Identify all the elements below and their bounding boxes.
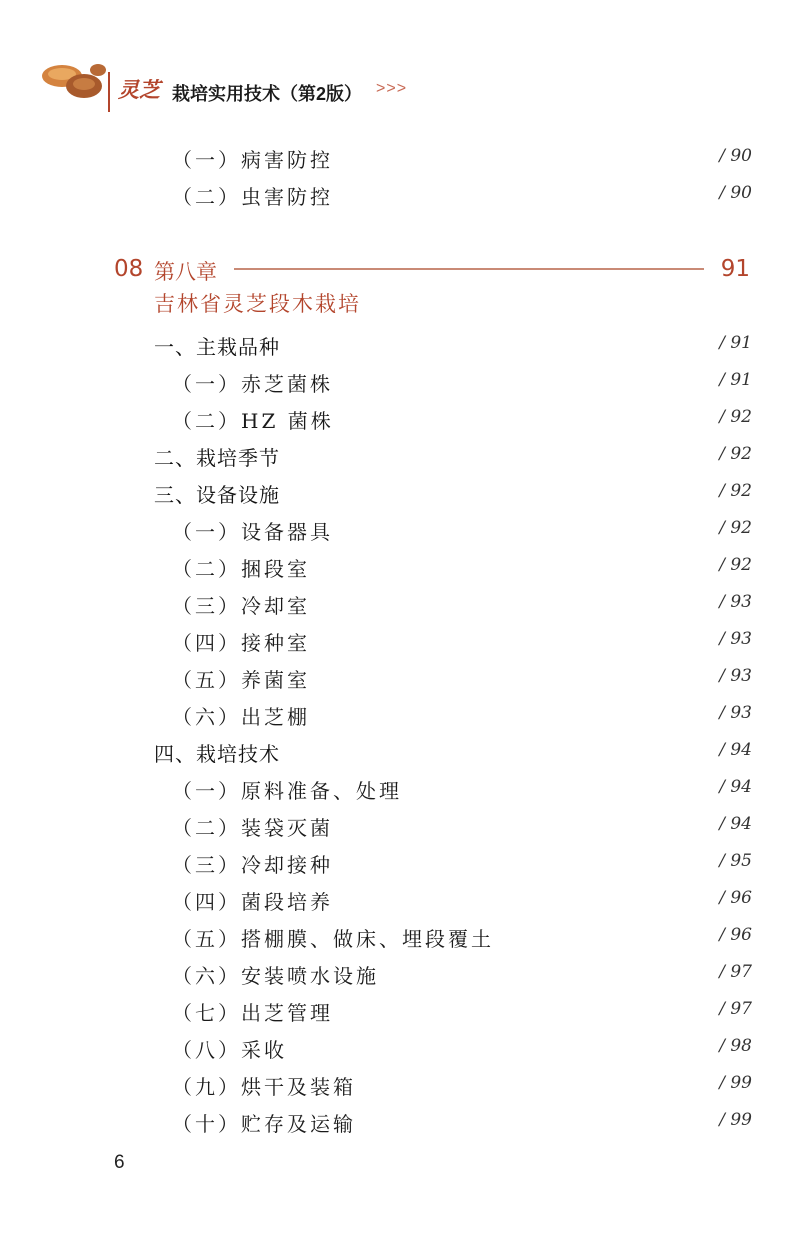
toc-entry[interactable]	[0, 623, 806, 657]
toc-entry-page: / 94	[719, 777, 752, 797]
toc-entry-page: / 92	[719, 555, 752, 575]
toc-entry-label: （四）菌段培养	[172, 890, 333, 914]
toc-entry-label: （五）养菌室	[172, 668, 310, 692]
toc-entry[interactable]	[0, 845, 806, 879]
toc-entry[interactable]	[0, 177, 806, 211]
toc-entry-label: （六）出芝棚	[172, 705, 310, 729]
toc-entry[interactable]	[0, 660, 806, 694]
toc-section[interactable]	[0, 327, 806, 361]
series-title: 灵芝	[118, 77, 160, 102]
toc-entry-label: （一）病害防控	[172, 148, 333, 172]
toc-entry[interactable]	[0, 697, 806, 731]
toc-entry[interactable]	[0, 549, 806, 583]
chapter-number: 08	[114, 256, 144, 282]
chapter-rule	[234, 268, 704, 270]
toc-entry-label: （一）原料准备、处理	[172, 779, 402, 803]
chapter-title: 吉林省灵芝段木栽培	[154, 292, 361, 316]
toc-entry-label: （六）安装喷水设施	[172, 964, 379, 988]
toc-entry-label: （三）冷却室	[172, 594, 310, 618]
toc-entry-page: / 92	[719, 407, 752, 427]
toc-entry-label: （八）采收	[172, 1038, 287, 1062]
page-number: 6	[114, 1152, 125, 1173]
running-header	[0, 0, 806, 120]
toc-entry[interactable]	[0, 882, 806, 916]
lingzhi-mushroom-logo	[40, 60, 108, 102]
toc-entry-label: 一、主栽品种	[154, 335, 280, 359]
toc-entry-page: / 90	[719, 183, 752, 203]
toc-entry-page: / 98	[719, 1036, 752, 1056]
toc-entry-label: （七）出芝管理	[172, 1001, 333, 1025]
toc-entry[interactable]	[0, 993, 806, 1027]
toc-entry[interactable]	[0, 140, 806, 174]
toc-entry-page: / 94	[719, 740, 752, 760]
toc-entry[interactable]	[0, 586, 806, 620]
toc-entry-page: / 99	[719, 1073, 752, 1093]
toc-entry-page: / 91	[719, 370, 752, 390]
toc-entry-label: （三）冷却接种	[172, 853, 333, 877]
toc-entry-page: / 96	[719, 888, 752, 908]
toc-entry[interactable]	[0, 401, 806, 435]
toc-entry-label: （二）虫害防控	[172, 185, 333, 209]
toc-entry-page: / 97	[719, 962, 752, 982]
toc-entry-label: 四、栽培技术	[154, 742, 280, 766]
toc-section[interactable]	[0, 438, 806, 472]
toc-entry-page: / 96	[719, 925, 752, 945]
toc-section[interactable]	[0, 475, 806, 509]
toc-entry[interactable]	[0, 919, 806, 953]
toc-entry-label: （二）装袋灭菌	[172, 816, 333, 840]
toc-entry-page: / 91	[719, 333, 752, 353]
book-title: 栽培实用技术（第2版）	[172, 84, 363, 104]
toc-entry-label: （二）HZ 菌株	[172, 409, 334, 433]
toc-entry-label: （五）搭棚膜、做床、埋段覆土	[172, 927, 494, 951]
toc-entry-page: / 92	[719, 518, 752, 538]
toc-entry[interactable]	[0, 808, 806, 842]
toc-entry-label: （一）赤芝菌株	[172, 372, 333, 396]
toc-entry-label: （二）捆段室	[172, 557, 310, 581]
toc-entry[interactable]	[0, 956, 806, 990]
toc-entry-label: （一）设备器具	[172, 520, 333, 544]
toc-entry[interactable]	[0, 1067, 806, 1101]
toc-entry-label: （四）接种室	[172, 631, 310, 655]
chevrons-icon: >>>	[376, 80, 408, 97]
toc-entry-page: / 94	[719, 814, 752, 834]
toc-entry-page: / 93	[719, 703, 752, 723]
toc-entry-label: （十）贮存及运输	[172, 1112, 356, 1136]
toc-section[interactable]	[0, 734, 806, 768]
toc-entry-page: / 93	[719, 666, 752, 686]
toc-entry-label: 三、设备设施	[154, 483, 280, 507]
header-divider	[108, 72, 110, 112]
toc-entry-page: / 93	[719, 592, 752, 612]
toc-entry-page: / 99	[719, 1110, 752, 1130]
chapter-label: 第八章	[154, 260, 217, 284]
toc-entry[interactable]	[0, 512, 806, 546]
toc-entry[interactable]	[0, 1030, 806, 1064]
toc-entry-label: （九）烘干及装箱	[172, 1075, 356, 1099]
toc-entry-page: / 92	[719, 481, 752, 501]
toc-entry[interactable]	[0, 771, 806, 805]
toc-entry-page: / 90	[719, 146, 752, 166]
toc-entry-page: / 95	[719, 851, 752, 871]
toc-entry-page: / 97	[719, 999, 752, 1019]
toc-entry-label: 二、栽培季节	[154, 446, 280, 470]
toc-entry[interactable]	[0, 1104, 806, 1138]
chapter-page: 91	[720, 256, 750, 282]
toc-entry-page: / 93	[719, 629, 752, 649]
toc-entry-page: / 92	[719, 444, 752, 464]
toc-entry[interactable]	[0, 364, 806, 398]
